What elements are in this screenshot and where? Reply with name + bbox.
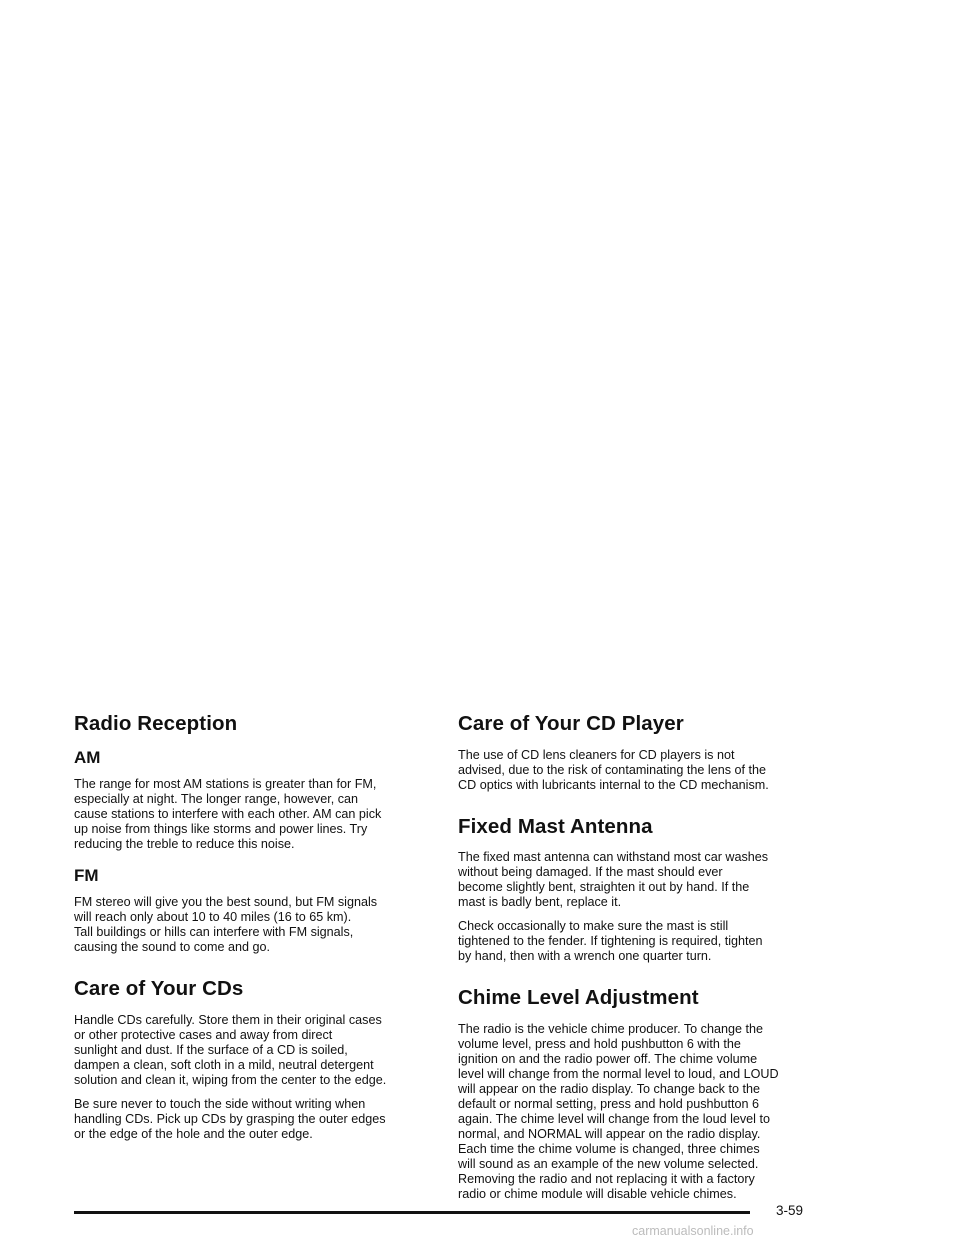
- radio-reception-heading: Radio Reception: [74, 712, 238, 735]
- cds-paragraph-2: Be sure never to touch the side without writing when handling CDs. Pick up CDs by grasping the outer edges or the edge of the hole and the outer edge.: [74, 1096, 386, 1141]
- am-paragraph: The range for most AM stations is greater than for FM, especially at night. The longer range, however, can cause stations to interfere with each other. AM can pick up noise from things like storms and power lines. Try reducing the treble to reduce this noise.: [74, 776, 382, 851]
- left-column: [74, 712, 436, 1151]
- watermark-text: carmanualsonline.info: [632, 1224, 754, 1238]
- fm-heading: FM: [74, 865, 99, 885]
- am-heading: AM: [74, 747, 101, 767]
- care-of-cds-heading: Care of Your CDs: [74, 977, 244, 1001]
- chime-level-adjustment-heading: Chime Level Adjustment: [458, 986, 699, 1010]
- right-column: [458, 712, 822, 1211]
- fixed-mast-antenna-heading: Fixed Mast Antenna: [458, 814, 653, 838]
- antenna-paragraph-2: Check occasionally to make sure the mast is still tightened to the fender. If tightening is required, tighten by hand, then with a wrench one quarter turn.: [458, 919, 763, 964]
- antenna-paragraph-1: The fixed mast antenna can withstand most car washes without being damaged. If the mast should ever become slightly bent, straighten it out by hand. If the mast is badly bent, replace it.: [458, 850, 769, 910]
- cds-paragraph-1: Handle CDs carefully. Store them in their original cases or other protective cases and away from direct sunlight and dust. If the surface of a CD is soiled, dampen a clean, soft cloth in a mild, neutral detergent solution and clean it, wiping from the center to the edge.: [74, 1012, 387, 1087]
- chime-paragraph: The radio is the vehicle chime producer. To change the volume level, press and hold pushbutton 6 with the ignition on and the radio power off. The chime volume level will change from the normal level to loud, and LOUD will appear on the radio display. To change back to the default or normal setting, press and hold pushbutton 6 again. The chime level will change from the loud level to normal, and NORMAL will appear on the radio display. Each time the chime volume is changed, three chimes will sound as an example of the new volume selected. Removing the radio and not replacing it with a factory radio or chime module will disable vehicle chimes.: [458, 1021, 779, 1201]
- fm-paragraph: FM stereo will give you the best sound, but FM signals will reach only about 10 to 40 miles (16 to 65 km). Tall buildings or hills can interfere with FM signals, causing the sound to come and go.: [74, 895, 378, 955]
- page-number: 3-59: [776, 1203, 804, 1218]
- care-of-cd-player-heading: Care of Your CD Player: [458, 712, 684, 735]
- footer-rule: [74, 1211, 750, 1214]
- cd-player-paragraph: The use of CD lens cleaners for CD players is not advised, due to the risk of contaminating the lens of the CD optics with lubricants internal to the CD mechanism.: [458, 747, 769, 792]
